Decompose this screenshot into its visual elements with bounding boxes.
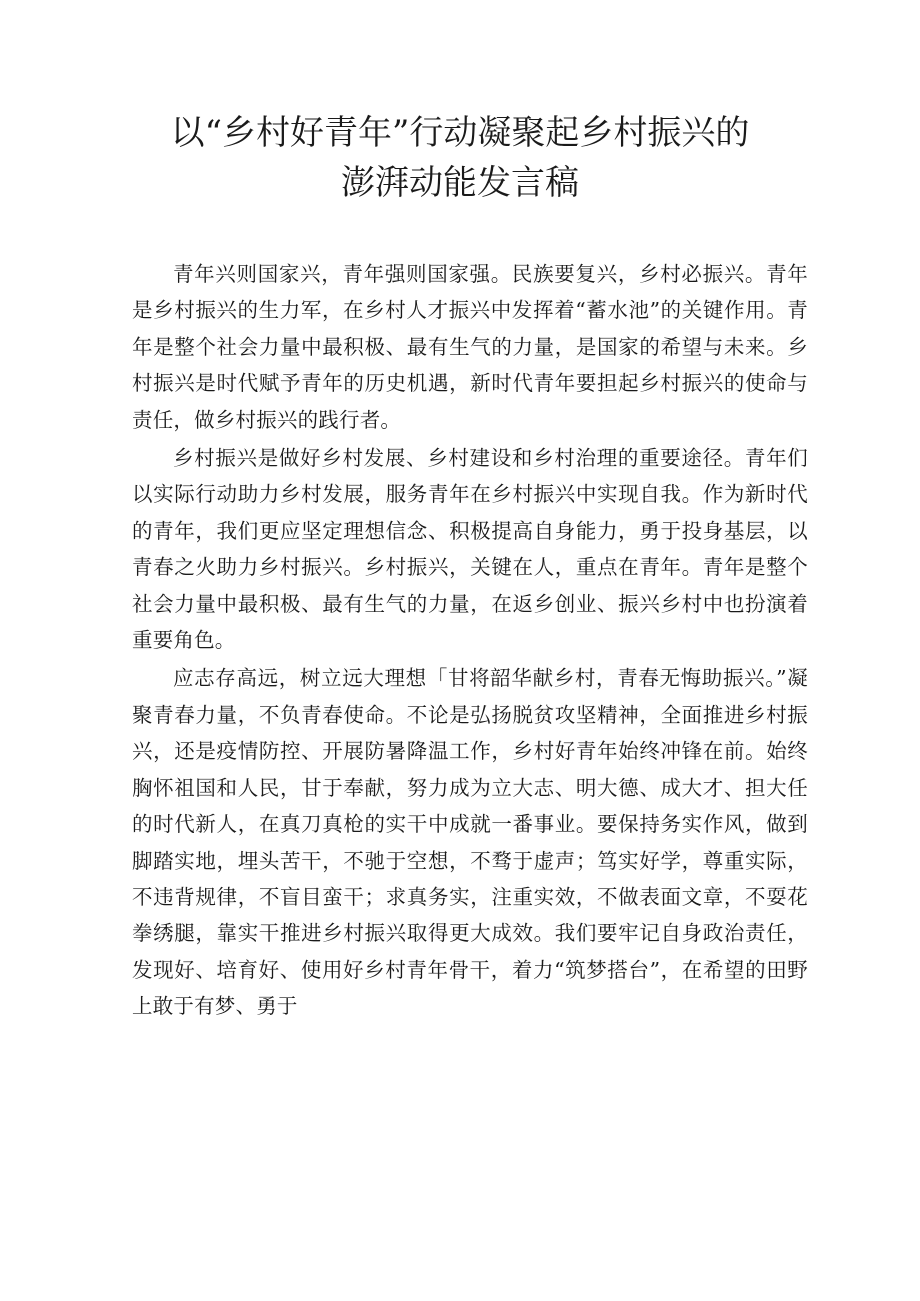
document-title bbox=[100, 108, 820, 208]
paragraph-1: 青年兴则国家兴，青年强则国家强。民族要复兴，乡村必振兴。青年是乡村振兴的生力军，在乡村人才振兴中发挥着“蓄水池”的关键作用。青年是整个社会力量中最积极、最有生气的力量，是国家的希望与未来。乡村振兴是时代赋予青年的历史机遇，新时代青年要担起乡村振兴的使命与责任，做乡村振兴的践行者。 bbox=[132, 262, 808, 432]
paragraph-2: 乡村振兴是做好乡村发展、乡村建设和乡村治理的重要途径。青年们以实际行动助力乡村发展，服务青年在乡村振兴中实现自我。作为新时代的青年，我们更应坚定理想信念、积极提高自身能力，勇于投身基层，以青春之火助力乡村振兴。乡村振兴，关键在人，重点在青年。青年是整个社会力量中最积极、最有生气的力量，在返乡创业、振兴乡村中也扮演着重要角色。 bbox=[132, 446, 808, 653]
document-body bbox=[132, 256, 808, 1027]
paragraph-3: 应志存高远，树立远大理想「甘将韶华献乡村，青春无悔助振兴。”凝聚青春力量，不负青春使命。不论是弘扬脱贫攻坚精神，全面推进乡村振兴，还是疫情防控、开展防暑降温工作，乡村好青年始终冲锋在前。始终胸怀祖国和人民，甘于奉献，努力成为立大志、明大德、成大才、担大任的时代新人，在真刀真枪的实干中成就一番事业。要保持务实作风，做到脚踏实地，埋头苦干，不驰于空想，不骛于虚声；笃实好学，尊重实际，不违背规律，不盲目蛮干；求真务实，注重实效，不做表面文章，不耍花拳绣腿，靠实干推进乡村振兴取得更大成效。我们要牢记自身政治责任，发现好、培育好、使用好乡村青年骨干，着力“筑梦搭台”，在希望的田野上敢于有梦、勇于 bbox=[132, 666, 808, 1019]
title-line-2: 澎湃动能发言稿 bbox=[341, 163, 579, 203]
title-line-1: 以“乡村好青年”行动凝聚起乡村振兴的 bbox=[170, 113, 750, 153]
